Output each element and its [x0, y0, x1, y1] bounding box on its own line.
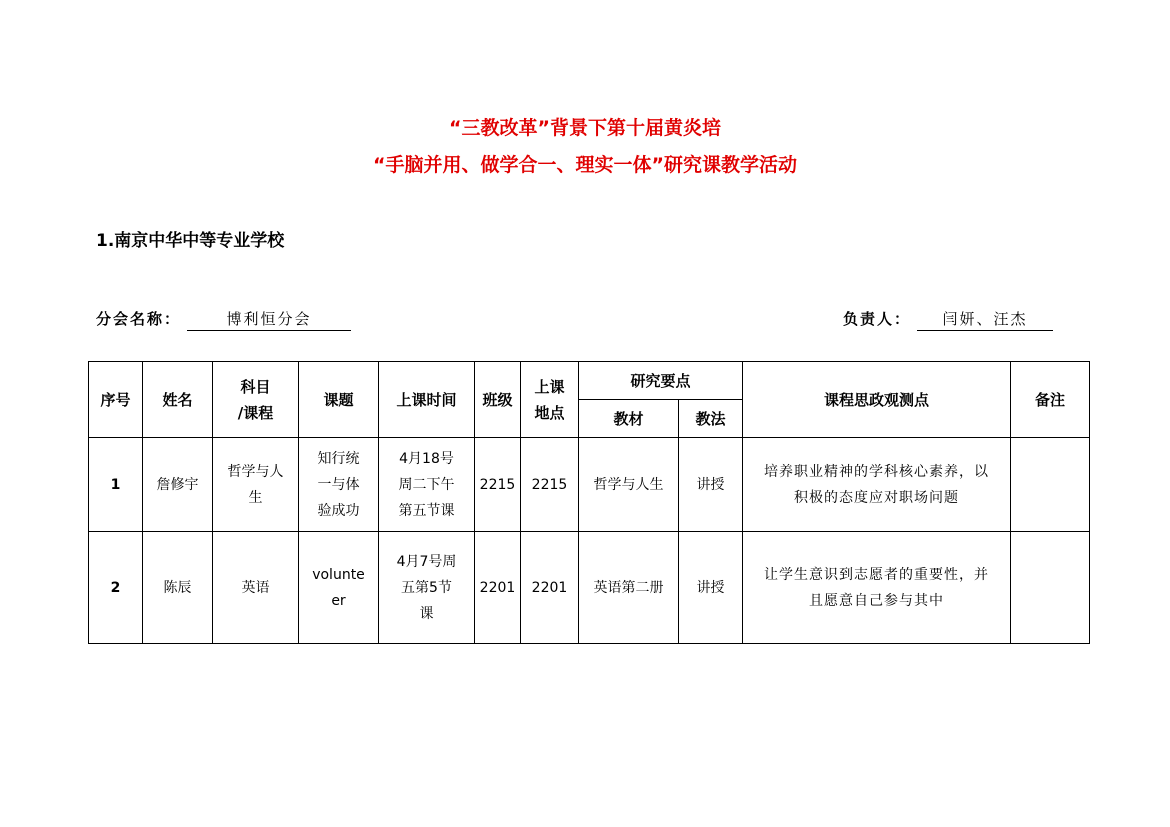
header-subject: 科目 /课程	[213, 362, 299, 438]
cell-method: 讲授	[679, 532, 743, 644]
leader-value: 闫妍、汪杰	[917, 308, 1053, 331]
cell-seq: 2	[89, 532, 143, 644]
header-ideology: 课程思政观测点	[743, 362, 1011, 438]
cell-name: 詹修宇	[143, 438, 213, 532]
schedule-table	[88, 361, 1090, 644]
cell-topic: 知行统 一与体 验成功	[299, 438, 379, 532]
header-name: 姓名	[143, 362, 213, 438]
document-title-line1: “三教改革”背景下第十届黄炎培	[449, 117, 721, 139]
header-class: 班级	[475, 362, 521, 438]
leader-field	[843, 308, 1053, 331]
cell-seq: 1	[89, 438, 143, 532]
cell-topic: volunte er	[299, 532, 379, 644]
cell-remark	[1011, 532, 1090, 644]
header-method: 教法	[679, 400, 743, 438]
cell-class: 2215	[475, 438, 521, 532]
header-material: 教材	[579, 400, 679, 438]
branch-value: 博利恒分会	[187, 308, 351, 331]
cell-subject: 英语	[213, 532, 299, 644]
cell-place: 2215	[521, 438, 579, 532]
leader-label: 负责人：	[843, 310, 912, 328]
branch-field	[96, 308, 351, 331]
header-remark: 备注	[1011, 362, 1090, 438]
document-title-line2: “手脑并用、做学合一、理实一体”研究课教学活动	[373, 154, 797, 176]
cell-material: 哲学与人生	[579, 438, 679, 532]
header-place: 上课 地点	[521, 362, 579, 438]
header-row	[89, 362, 1090, 400]
branch-label: 分会名称：	[96, 310, 182, 328]
school-heading: 1.南京中华中等专业学校	[96, 231, 285, 251]
cell-name: 陈辰	[143, 532, 213, 644]
header-topic: 课题	[299, 362, 379, 438]
cell-place: 2201	[521, 532, 579, 644]
header-seq: 序号	[89, 362, 143, 438]
cell-material: 英语第二册	[579, 532, 679, 644]
cell-ideology: 让学生意识到志愿者的重要性，并 且愿意自己参与其中	[743, 532, 1011, 644]
cell-remark	[1011, 438, 1090, 532]
table-row	[89, 532, 1090, 644]
cell-subject: 哲学与人 生	[213, 438, 299, 532]
header-time: 上课时间	[379, 362, 475, 438]
cell-ideology: 培养职业精神的学科核心素养，以 积极的态度应对职场问题	[743, 438, 1011, 532]
header-research: 研究要点	[579, 362, 743, 400]
cell-class: 2201	[475, 532, 521, 644]
cell-method: 讲授	[679, 438, 743, 532]
cell-time: 4月7号周 五第5节 课	[379, 532, 475, 644]
table-row	[89, 438, 1090, 532]
cell-time: 4月18号 周二下午 第五节课	[379, 438, 475, 532]
